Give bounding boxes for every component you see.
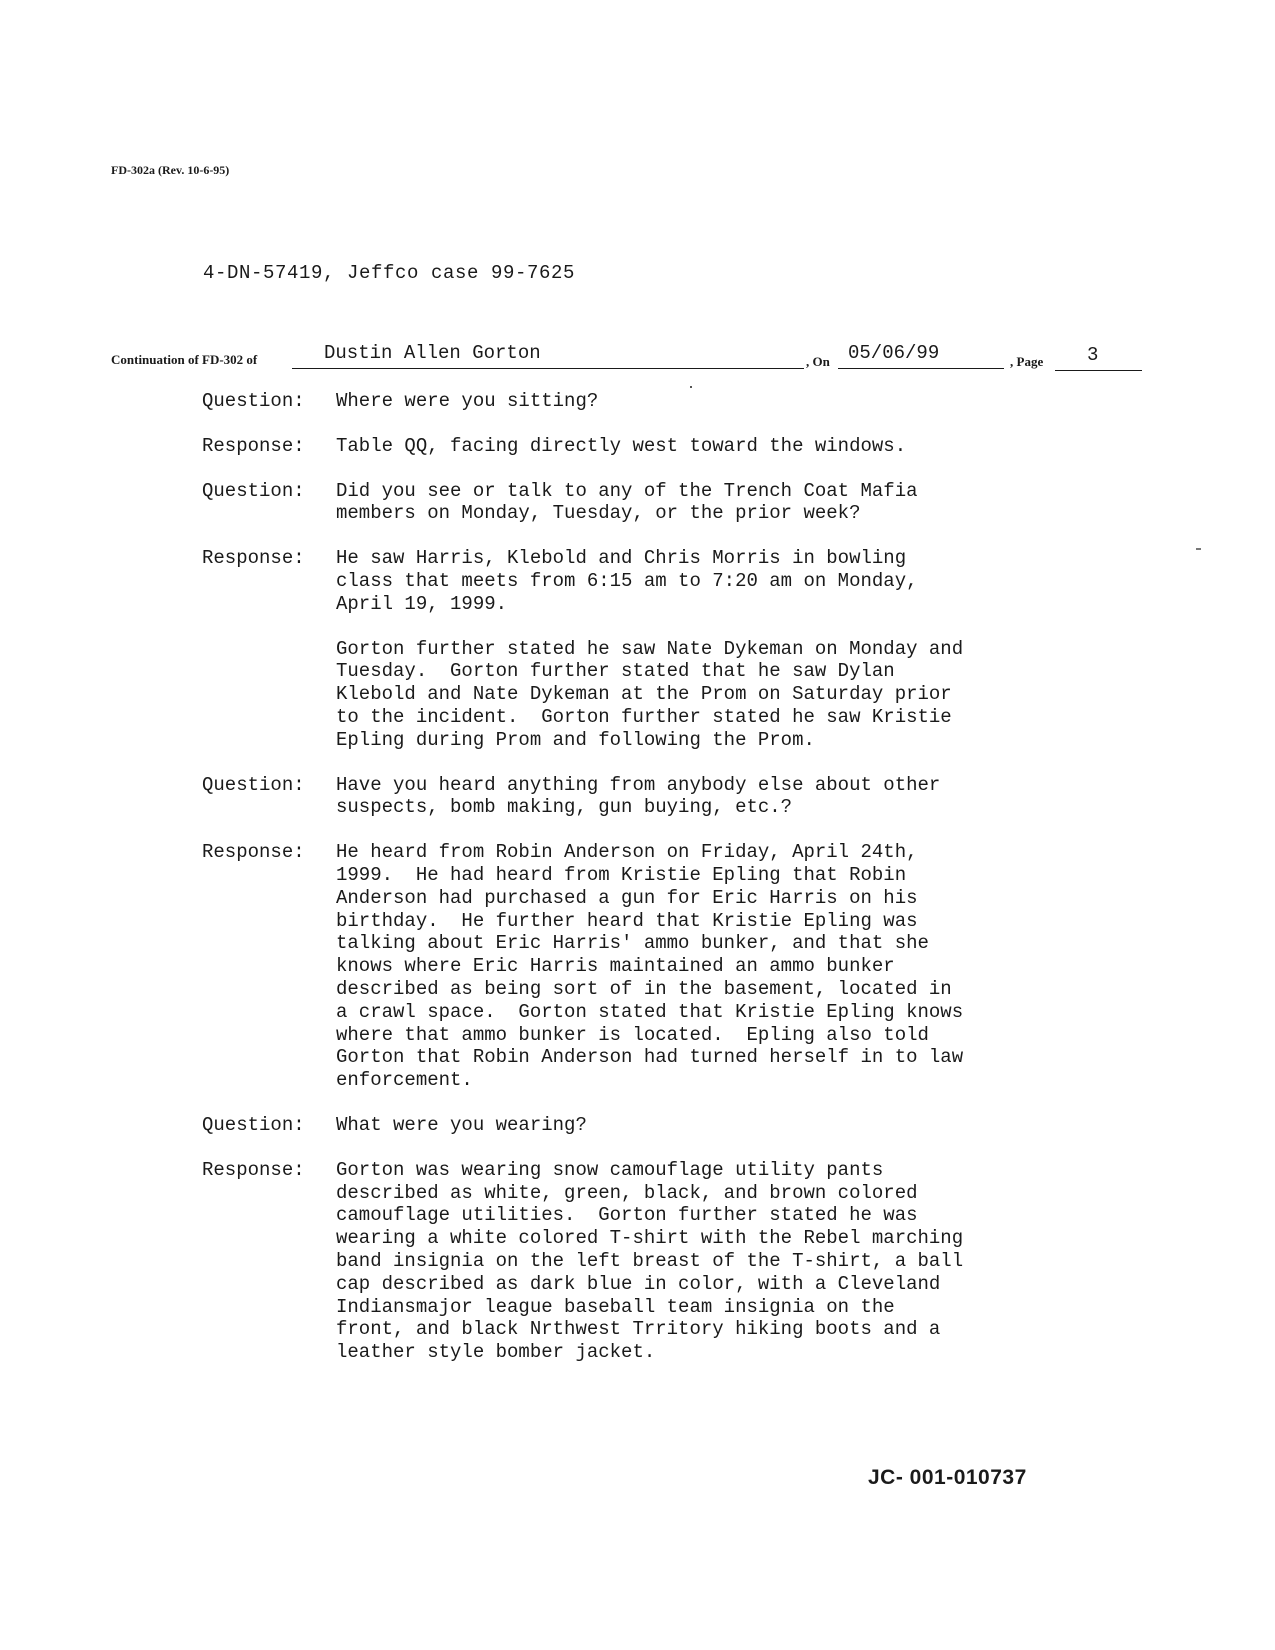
- entry-label: Question:: [202, 390, 305, 412]
- scan-speck: [690, 386, 692, 388]
- qa-entry: [202, 1159, 1202, 1364]
- entry-text: Gorton was wearing snow camouflage utility pants described as white, green, black, and brown colored camouflage utilities. Gorton further stated he was wearing a white colored T-shirt with the Rebel marching band insignia on the left breast of the T-shirt, a ball cap described as dark blue in color, with a Cleveland Indiansmajor league baseball team insignia on the front, and black Nrthwest Trritory hiking boots and a leather style bomber jacket.: [336, 1158, 964, 1364]
- case-reference: 4-DN-57419, Jeffco case 99-7625: [203, 262, 576, 284]
- entry-text: He saw Harris, Klebold and Chris Morris in bowling class that meets from 6:15 am to 7:20 am on Monday, April 19, 1999.: [336, 547, 918, 615]
- qa-entry: [202, 480, 1202, 526]
- qa-entry: [202, 390, 1202, 413]
- qa-entry: [202, 638, 1202, 752]
- continuation-label: Continuation of FD-302 of: [111, 352, 258, 367]
- entry-label: Response:: [202, 547, 305, 570]
- entry-label: Response:: [202, 841, 305, 864]
- page-number: 3: [1087, 344, 1099, 366]
- entry-text: Gorton further stated he saw Nate Dykeman on Monday and Tuesday. Gorton further stated that he saw Dylan Klebold and Nate Dykeman at the Prom on Saturday prior to the incident. Gorton further stated he saw Kristie Epling during Prom and following the Prom.: [336, 637, 964, 751]
- qa-entry: [202, 774, 1202, 820]
- entry-label: Response:: [202, 1158, 305, 1181]
- page-number-field: [1055, 345, 1142, 371]
- form-id: FD-302a (Rev. 10-6-95): [111, 163, 230, 177]
- entry-label: Question:: [202, 1113, 305, 1136]
- entry-text: Where were you sitting?: [336, 390, 599, 412]
- on-label: , On: [806, 354, 830, 369]
- qa-entry: [202, 435, 1202, 458]
- entry-label: Question:: [202, 479, 305, 502]
- entry-text: He heard from Robin Anderson on Friday, April 24th, 1999. He had heard from Kristie Epling that Robin Anderson had purchased a gun for Eric Harris on his birthday. He further heard that Kristie Epling was talking about Eric Harris' ammo bunker, and that she knows where Eric Harris maintained an ammo bunker described as being sort of in the basement, located in a crawl space. Gorton stated that Kristie Epling knows where that ammo bunker is located. Epling also told Gorton that Robin Anderson had turned herself in to law enforcement.: [336, 841, 964, 1092]
- subject-name: Dustin Allen Gorton: [324, 342, 541, 364]
- interview-date: 05/06/99: [848, 342, 940, 364]
- entry-text: What were you wearing?: [336, 1113, 587, 1136]
- qa-entry: [202, 547, 1202, 615]
- page-label: , Page: [1010, 354, 1044, 369]
- entry-label: [202, 638, 336, 752]
- entry-label: Response:: [202, 434, 305, 457]
- entry-text: Table QQ, facing directly west toward the windows.: [336, 434, 907, 457]
- entry-text: Have you heard anything from anybody else about other suspects, bomb making, gun buying, etc.?: [336, 773, 941, 819]
- subject-name-field: [292, 343, 804, 369]
- qa-entry: [202, 1114, 1202, 1137]
- entry-text: Did you see or talk to any of the Trench Coat Mafia members on Monday, Tuesday, or the prior week?: [336, 479, 918, 525]
- bates-number: JC- 001-010737: [868, 1466, 1027, 1489]
- interview-body: [202, 390, 1202, 1386]
- entry-label: Question:: [202, 773, 305, 796]
- date-field: [838, 343, 1004, 369]
- qa-entry: [202, 841, 1202, 1092]
